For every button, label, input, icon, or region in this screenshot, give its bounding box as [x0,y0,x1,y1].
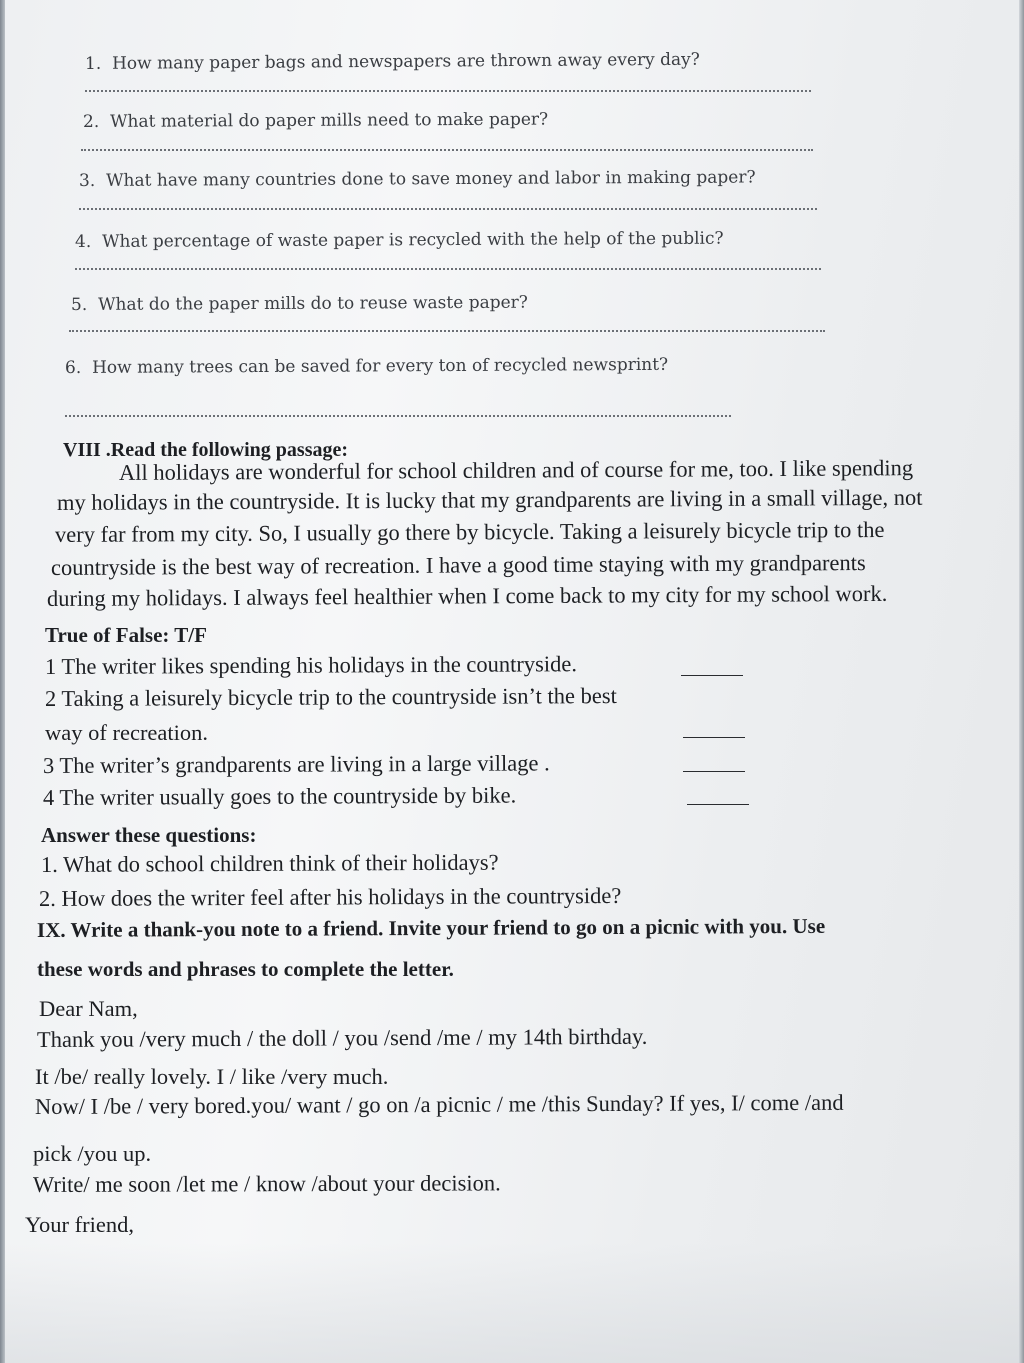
answer-questions-heading: Answer these questions: [41,823,257,847]
tf-answer-blank-1[interactable] [681,675,743,676]
tf-item-2: 2 Taking a leisurely bicycle trip to the countryside isn’t the best [44,683,617,711]
passage-line-2: my holidays in the countryside. It is lucky that my grandparents are living in a small village, not [56,484,923,515]
question-6: 6. How many trees can be saved for every ton of recycled newsprint? [64,354,669,378]
letter-line-4: pick /you up. [33,1141,152,1166]
answer-line-6[interactable] [65,415,731,417]
passage-line-3: very far from my city. So, I usually go there by bicycle. Taking a leisurely bicycle trip to the [54,516,885,547]
letter-line-5: Write/ me soon /let me / know /about your decision. [32,1170,501,1197]
tf-item-4: 4 The writer usually goes to the countryside by bike. [42,782,517,810]
question-4: 4. What percentage of waste paper is recycled with the help of the public? [74,228,724,252]
question-2: 2. What material do paper mills need to make paper? [82,109,549,132]
true-false-heading: True of False: T/F [45,623,207,647]
tf-item-2-continued: way of recreation. [45,720,209,745]
passage-line-1: All holidays are wonderful for school children and of course for me, too. I like spending [118,455,914,485]
letter-line-1: Thank you /very much / the doll / you /send /me / my 14th birthday. [36,1023,648,1052]
tf-answer-blank-3[interactable] [683,771,745,772]
tf-item-1: 1 The writer likes spending his holidays in the countryside. [44,651,578,679]
passage-line-4: countryside is the best way of recreation. I have a good time staying with my grandparents [50,550,866,580]
question-1: 1. How many paper bags and newspapers are thrown away every day? [84,49,700,74]
answer-line-5[interactable] [69,330,825,332]
page-right-edge [1019,0,1024,1363]
answer-line-4[interactable] [75,268,821,270]
answer-question-1: 1. What do school children think of their holidays? [40,849,499,877]
section-ix-heading-line-2: these words and phrases to complete the letter. [37,957,454,981]
page-shadow [5,1243,1019,1363]
answer-line-3[interactable] [79,208,817,210]
letter-line-2: It /be/ really lovely. I / like /very much. [35,1064,389,1089]
answer-question-2: 2. How does the writer feel after his holidays in the countryside? [38,882,622,911]
question-3: 3. What have many countries done to save money and labor in making paper? [78,167,756,191]
letter-line-3: Now/ I /be / very bored.you/ want / go on /a picnic / me /this Sunday? If yes, I/ come /and [34,1089,844,1119]
tf-answer-blank-4[interactable] [687,804,749,805]
section-ix-heading-line-1: IX. Write a thank-you note to a friend. Invite your friend to go on a picnic with you. Use [36,913,826,942]
tf-item-3: 3 The writer’s grandparents are living in a large village . [42,750,550,778]
tf-answer-blank-2[interactable] [683,737,745,738]
question-5: 5. What do the paper mills do to reuse waste paper? [70,292,528,315]
worksheet-page [5,0,1019,1363]
letter-closing: Your friend, [25,1212,134,1237]
answer-line-1[interactable] [85,90,811,92]
letter-greeting: Dear Nam, [39,996,138,1021]
section-viii-heading: VIII .Read the following passage: [63,439,349,461]
passage-line-5: during my holidays. I always feel healthier when I come back to my city for my school work. [46,580,888,611]
answer-line-2[interactable] [81,149,813,151]
